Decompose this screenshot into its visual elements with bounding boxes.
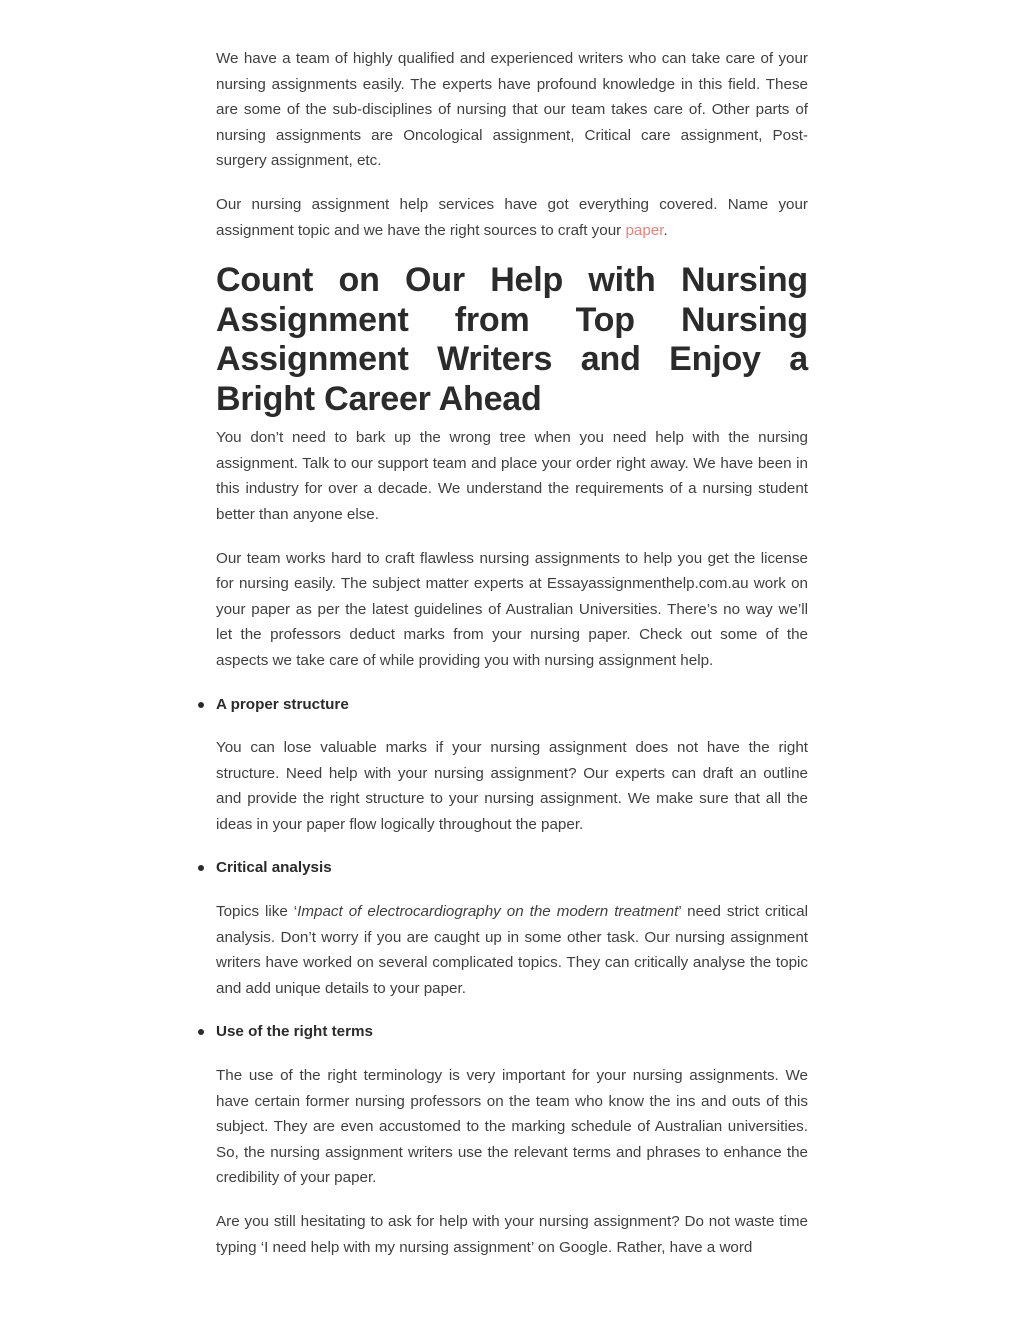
bullet-title: Critical analysis [216, 859, 332, 877]
critical-text-start: Topics like ‘ [216, 903, 298, 921]
section-heading: Count on Our Help with Nursing Assignment from Top Nursing Assignment Writers and Enjoy a Bright Career Ahead [216, 261, 808, 418]
closing-paragraph: Are you still hesitating to ask for help with your nursing assignment? Do not waste time typing ‘I need help with my nursing assignment’ on Google. Rather, have a word [216, 1213, 808, 1256]
section-paragraph-1: You don’t need to bark up the wrong tree when you need help with the nursing assignment. Talk to our support team and place your order right away. We have been in this industry for over a decade. We understand the requirements of a nursing student better than anyone else. [216, 429, 808, 523]
bullet-dot-icon [198, 1029, 204, 1035]
intro-paragraph-1: We have a team of highly qualified and experienced writers who can take care of your nursing assignments easily. The experts have profound knowledge in this field. These are some of the sub-disciplines of nursing that our team takes care of. Other parts of nursing assignments are Oncological assignment, Critical care assignment, Post-surgery assignment, etc. [216, 50, 808, 170]
intro-paragraph-2-text: Our nursing assignment help services have got everything covered. Name your assignment topic and we have the right sources to craft your [216, 195, 808, 239]
critical-topic-italic: Impact of electrocardiography on the modern treatment [297, 903, 679, 921]
bullet-item-critical-analysis [216, 855, 808, 881]
bullet-dot-icon [198, 702, 204, 708]
critical-text-end: ’ need strict critical analysis. Don’t worry if you are caught up in some other task. Our nursing assignment writers have worked on several complicated topics. They can critically analyse the topic and add unique details to your paper. [216, 903, 808, 997]
bullet-title: A proper structure [216, 695, 349, 713]
bullet-paragraph-structure: You can lose valuable marks if your nursing assignment does not have the right structure. Need help with your nursing assignment? Our experts can draft an outline and provide the right structure to your nursing assignment. We make sure that all the ideas in your paper flow logically throughout the paper. [216, 739, 808, 833]
intro-paragraph-2-end: . [663, 221, 668, 239]
bullet-dot-icon [198, 865, 204, 871]
bullet-title: Use of the right terms [216, 1023, 373, 1041]
intro-paragraph-2 [216, 192, 808, 243]
bullet-paragraph-critical-analysis [216, 899, 808, 1001]
bullet-paragraph-right-terms: The use of the right terminology is very important for your nursing assignments. We have certain former nursing professors on the team who know the ins and outs of this subject. They are even accustomed to the marking schedule of Australian universities. So, the nursing assignment writers use the relevant terms and phrases to enhance the credibility of your paper. [216, 1067, 808, 1187]
paper-link[interactable]: paper [625, 221, 664, 239]
bullet-item-right-terms [216, 1019, 808, 1045]
section-paragraph-2: Our team works hard to craft flawless nursing assignments to help you get the license for nursing easily. The subject matter experts at Essayassignmenthelp.com.au work on your paper as per the latest guidelines of Australian Universities. There’s no way we’ll let the professors deduct marks from your nursing paper. Check out some of the aspects we take care of while providing you with nursing assignment help. [216, 549, 808, 669]
document-page [216, 46, 808, 1278]
bullet-item-structure [216, 692, 808, 718]
